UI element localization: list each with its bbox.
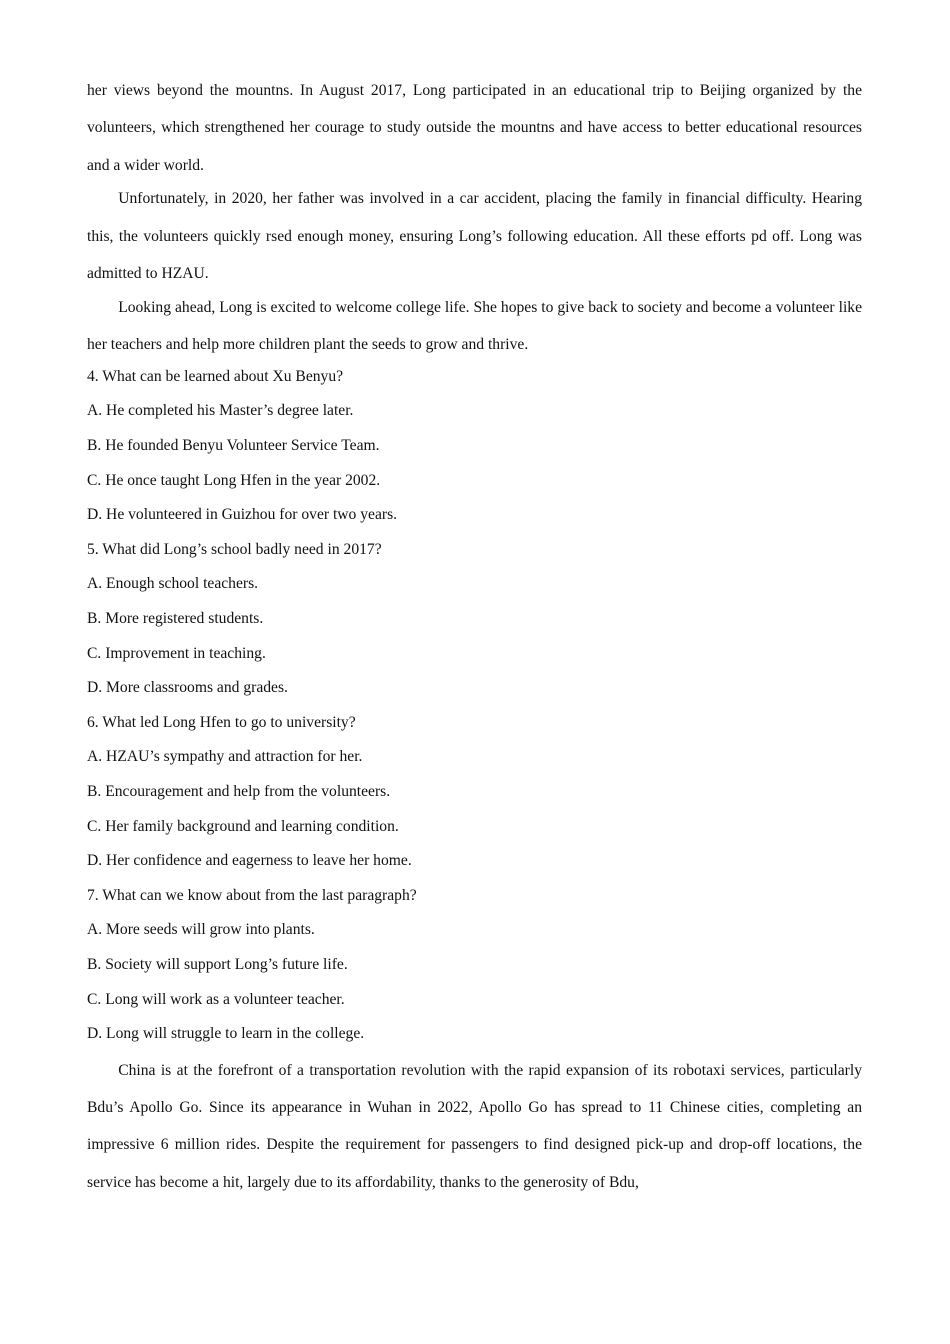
passage-paragraph: Looking ahead, Long is excited to welcome college life. She hopes to give back to society and become a volunteer like her teachers and help more children plant the seeds to grow and thrive. (87, 298, 862, 354)
answer-option: C. He once taught Long Hfen in the year 2002. (87, 471, 381, 489)
question-block (87, 360, 862, 533)
answer-option: A. Enough school teachers. (87, 575, 259, 593)
question-stem: 4. What can be learned about Xu Benyu? (87, 367, 344, 385)
question-block (87, 706, 862, 879)
answer-option: D. Long will struggle to learn in the college. (87, 1025, 365, 1043)
question-block (87, 533, 862, 706)
question-stem: 7. What can we know about from the last paragraph? (87, 886, 417, 904)
answer-option: C. Long will work as a volunteer teacher. (87, 990, 345, 1008)
answer-option: B. More registered students. (87, 610, 264, 628)
answer-option: C. Improvement in teaching. (87, 644, 266, 662)
passage-paragraph: her views beyond the mountns. In August 2017, Long participated in an educational trip to Beijing organized by the volunteers, which strengthened her courage to study outside the mountns and have access to better educational resources and a wider world. (87, 82, 862, 174)
document-page (87, 72, 862, 1197)
passage-paragraph: Unfortunately, in 2020, her father was involved in a car accident, placing the family in financial difficulty. Hearing this, the volunteers quickly rsed enough money, ensuring Long’s following education. All these efforts pd off. Long was admitted to HZAU. (87, 190, 862, 282)
answer-option: B. He founded Benyu Volunteer Service Team. (87, 437, 380, 455)
answer-option: C. Her family background and learning condition. (87, 817, 399, 835)
passage-paragraph: China is at the forefront of a transportation revolution with the rapid expansion of its robotaxi services, particularly Bdu’s Apollo Go. Since its appearance in Wuhan in 2022, Apollo Go has spread to 11 Chinese cities, completing an impressive 6 million rides. Despite the requirement for passengers to find designed pick-up and drop-off locations, the service has become a hit, largely due to its affordability, thanks to the generosity of Bdu, (87, 1061, 862, 1191)
question-stem: 6. What led Long Hfen to go to university? (87, 713, 356, 731)
answer-option: D. More classrooms and grades. (87, 679, 288, 697)
answer-option: B. Society will support Long’s future life. (87, 955, 348, 973)
answer-option: B. Encouragement and help from the volunteers. (87, 783, 391, 800)
question-block (87, 879, 862, 1052)
answer-option: D. Her confidence and eagerness to leave her home. (87, 852, 412, 870)
answer-option: A. He completed his Master’s degree later. (87, 402, 354, 420)
answer-option: A. HZAU’s sympathy and attraction for her. (87, 748, 363, 766)
answer-option: D. He volunteered in Guizhou for over two years. (87, 506, 398, 524)
question-stem: 5. What did Long’s school badly need in 2017? (87, 540, 382, 558)
answer-option: A. More seeds will grow into plants. (87, 921, 315, 939)
